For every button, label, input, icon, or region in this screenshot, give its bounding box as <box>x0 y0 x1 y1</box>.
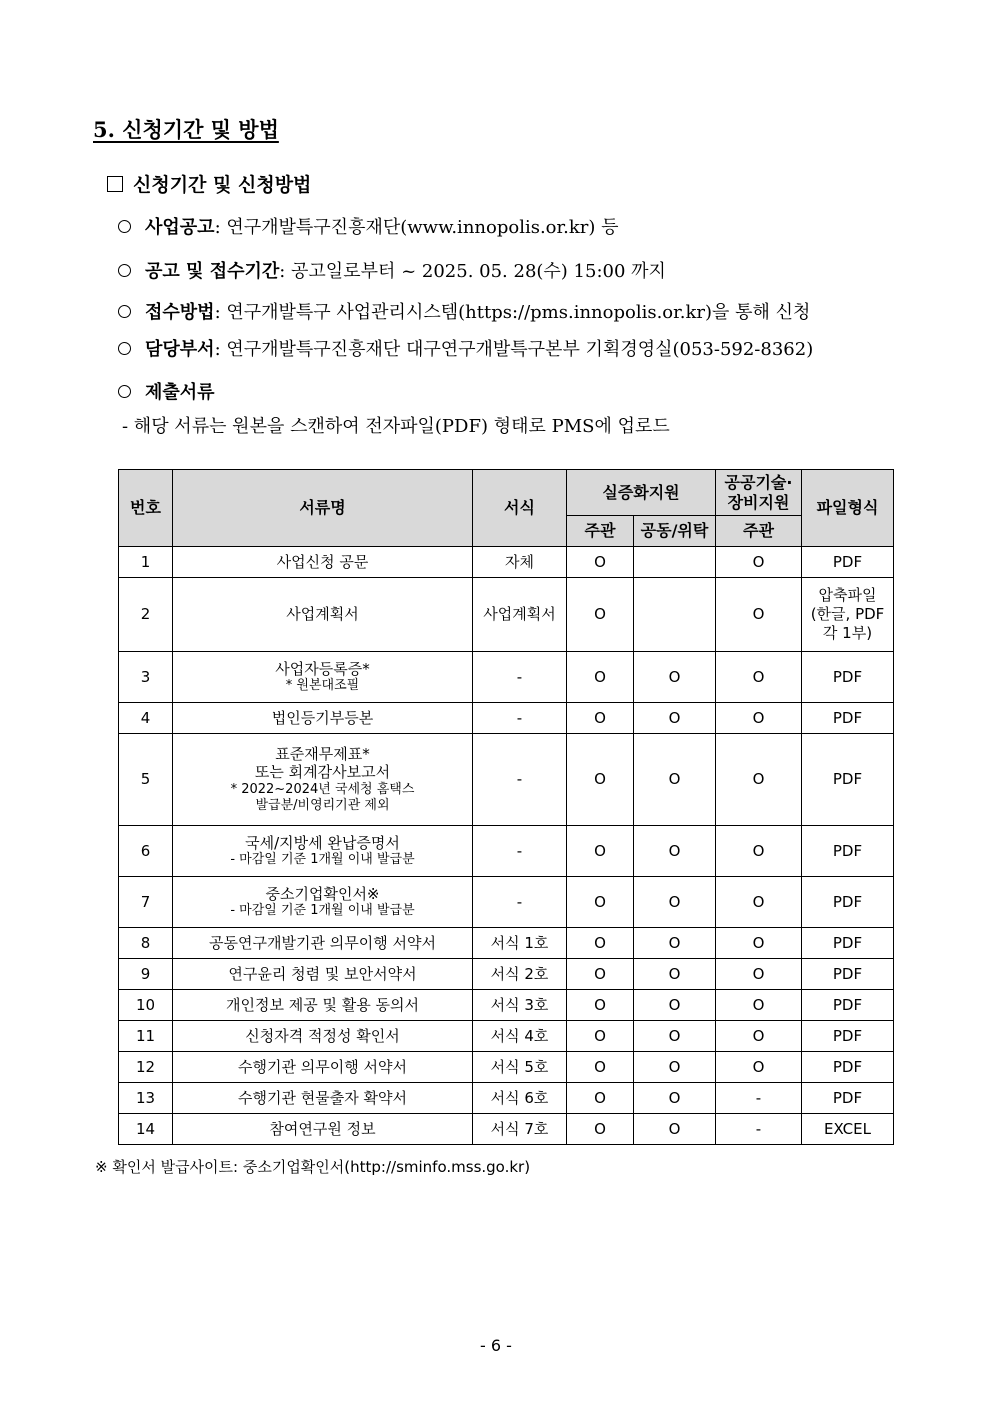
cell-equipment-lead: O <box>716 1021 802 1052</box>
cell-name <box>173 652 473 703</box>
item-announcement <box>118 213 619 239</box>
cell-no: 4 <box>119 703 173 734</box>
cell-name <box>173 877 473 928</box>
cell-name <box>173 734 473 826</box>
item-text: : 공고일로부터 ~ 2025. 05. 28(수) 15:00 까지 <box>279 261 666 282</box>
cell-filetype: PDF <box>802 826 894 877</box>
item-label: 담당부서 <box>145 339 215 360</box>
cell-equipment-lead: O <box>716 928 802 959</box>
cell-no: 10 <box>119 990 173 1021</box>
doc-name: 참여연구원 정보 <box>269 1119 376 1138</box>
footnote: ※ 확인서 발급사이트: 중소기업확인서(http://sminfo.mss.go.kr) <box>95 1158 531 1176</box>
cell-filetype: PDF <box>802 652 894 703</box>
doc-note: * 2022~2024년 국세청 홈택스 발급분/비영리기관 제외 <box>230 782 415 814</box>
cell-equipment-lead: O <box>716 547 802 578</box>
page-number: - 6 - <box>480 1336 512 1355</box>
cell-equipment-lead: O <box>716 578 802 652</box>
item-label: 사업공고 <box>145 217 215 238</box>
item-label: 제출서류 <box>145 382 215 403</box>
cell-joint: O <box>634 959 716 990</box>
cell-filetype: PDF <box>802 928 894 959</box>
item-text: : 연구개발특구진흥재단 대구연구개발특구본부 기획경영실(053-592-8362) <box>214 339 814 360</box>
table-row <box>119 578 894 652</box>
cell-no: 1 <box>119 547 173 578</box>
item-department <box>118 335 813 361</box>
cell-name <box>173 1052 473 1083</box>
cell-joint: O <box>634 877 716 928</box>
cell-lead: O <box>567 578 634 652</box>
cell-form: 서식 6호 <box>473 1083 567 1114</box>
cell-no: 7 <box>119 877 173 928</box>
doc-name: 법인등기부등본 <box>271 708 374 727</box>
cell-no: 11 <box>119 1021 173 1052</box>
cell-joint <box>634 578 716 652</box>
cell-form: 서식 7호 <box>473 1114 567 1145</box>
cell-equipment-lead: O <box>716 652 802 703</box>
cell-form: 서식 5호 <box>473 1052 567 1083</box>
table-row <box>119 1021 894 1052</box>
cell-joint: O <box>634 990 716 1021</box>
cell-lead: O <box>567 928 634 959</box>
cell-filetype: PDF <box>802 734 894 826</box>
header-name: 서류명 <box>173 470 473 547</box>
cell-lead: O <box>567 703 634 734</box>
cell-lead: O <box>567 1114 634 1145</box>
cell-joint: O <box>634 652 716 703</box>
cell-filetype: PDF <box>802 1052 894 1083</box>
cell-name <box>173 578 473 652</box>
cell-name <box>173 826 473 877</box>
cell-equipment-lead: O <box>716 826 802 877</box>
cell-lead: O <box>567 1083 634 1114</box>
item-method <box>118 298 810 324</box>
doc-name: 사업신청 공문 <box>276 552 369 571</box>
cell-joint <box>634 547 716 578</box>
cell-form: 서식 3호 <box>473 990 567 1021</box>
circle-bullet-icon <box>118 264 131 277</box>
cell-lead: O <box>567 652 634 703</box>
doc-name: 개인정보 제공 및 활용 동의서 <box>226 995 419 1014</box>
header-no: 번호 <box>119 470 173 547</box>
square-bullet-icon <box>107 176 123 192</box>
item-label: 접수방법 <box>145 302 215 323</box>
cell-no: 3 <box>119 652 173 703</box>
cell-no: 2 <box>119 578 173 652</box>
doc-name: 연구윤리 청렴 및 보안서약서 <box>228 964 417 983</box>
cell-filetype: 압축파일 (한글, PDF 각 1부) <box>802 578 894 652</box>
cell-equipment-lead: O <box>716 877 802 928</box>
item-documents <box>118 378 215 404</box>
item-text: : 연구개발특구진흥재단(www.innopolis.or.kr) 등 <box>214 217 619 238</box>
cell-no: 5 <box>119 734 173 826</box>
cell-name <box>173 703 473 734</box>
cell-equipment-lead: O <box>716 1052 802 1083</box>
doc-note: - 마감일 기준 1개월 이내 발급분 <box>230 852 415 868</box>
doc-name: 수행기관 현물출자 확약서 <box>238 1088 407 1107</box>
cell-joint: O <box>634 1114 716 1145</box>
cell-filetype: PDF <box>802 877 894 928</box>
cell-no: 8 <box>119 928 173 959</box>
cell-joint: O <box>634 1052 716 1083</box>
cell-equipment-lead: - <box>716 1114 802 1145</box>
cell-joint: O <box>634 1083 716 1114</box>
cell-form: 서식 1호 <box>473 928 567 959</box>
doc-note: - 마감일 기준 1개월 이내 발급분 <box>230 903 415 919</box>
cell-form: - <box>473 703 567 734</box>
circle-bullet-icon <box>118 385 131 398</box>
header-lead-2: 주관 <box>716 516 802 547</box>
doc-name: 중소기업확인서※ <box>265 884 380 903</box>
cell-lead: O <box>567 959 634 990</box>
cell-filetype: EXCEL <box>802 1114 894 1145</box>
cell-lead: O <box>567 547 634 578</box>
cell-form: 서식 4호 <box>473 1021 567 1052</box>
cell-lead: O <box>567 734 634 826</box>
header-group-demo: 실증화지원 <box>567 470 716 516</box>
circle-bullet-icon <box>118 220 131 233</box>
table-row <box>119 1114 894 1145</box>
cell-form: - <box>473 734 567 826</box>
doc-name: 사업계획서 <box>286 605 359 624</box>
cell-joint: O <box>634 928 716 959</box>
table-row <box>119 826 894 877</box>
cell-no: 14 <box>119 1114 173 1145</box>
cell-name <box>173 959 473 990</box>
cell-equipment-lead: O <box>716 734 802 826</box>
upload-note: - 해당 서류는 원본을 스캔하여 전자파일(PDF) 형태로 PMS에 업로드 <box>122 416 670 437</box>
cell-form: - <box>473 826 567 877</box>
cell-form: 서식 2호 <box>473 959 567 990</box>
table-row <box>119 547 894 578</box>
cell-filetype: PDF <box>802 547 894 578</box>
cell-name <box>173 1114 473 1145</box>
cell-name <box>173 928 473 959</box>
table-row <box>119 703 894 734</box>
table-row <box>119 928 894 959</box>
table-row <box>119 877 894 928</box>
cell-equipment-lead: O <box>716 990 802 1021</box>
subheading <box>107 170 311 197</box>
cell-joint: O <box>634 826 716 877</box>
table-row <box>119 959 894 990</box>
cell-lead: O <box>567 1052 634 1083</box>
table-row <box>119 734 894 826</box>
header-filetype: 파일형식 <box>802 470 894 547</box>
cell-no: 13 <box>119 1083 173 1114</box>
cell-filetype: PDF <box>802 1021 894 1052</box>
table-row <box>119 652 894 703</box>
cell-form: 사업계획서 <box>473 578 567 652</box>
header-lead: 주관 <box>567 516 634 547</box>
cell-filetype: PDF <box>802 959 894 990</box>
documents-table <box>118 469 894 1145</box>
doc-note: * 원본대조필 <box>285 678 360 694</box>
cell-lead: O <box>567 826 634 877</box>
cell-equipment-lead: - <box>716 1083 802 1114</box>
item-period <box>118 257 666 283</box>
cell-joint: O <box>634 734 716 826</box>
table-row <box>119 1052 894 1083</box>
cell-form: - <box>473 652 567 703</box>
header-group-equipment: 공공기술· 장비지원 <box>716 470 802 516</box>
header-form: 서식 <box>473 470 567 547</box>
cell-filetype: PDF <box>802 703 894 734</box>
cell-joint: O <box>634 703 716 734</box>
item-label: 공고 및 접수기간 <box>145 261 280 282</box>
cell-no: 12 <box>119 1052 173 1083</box>
doc-name: 수행기관 의무이행 서약서 <box>238 1057 407 1076</box>
doc-name: 공동연구개발기관 의무이행 서약서 <box>209 933 436 952</box>
cell-name <box>173 990 473 1021</box>
header-joint: 공동/위탁 <box>634 516 716 547</box>
cell-lead: O <box>567 1021 634 1052</box>
cell-name <box>173 547 473 578</box>
circle-bullet-icon <box>118 305 131 318</box>
table-row <box>119 1083 894 1114</box>
section-title: 5. 신청기간 및 방법 <box>93 117 279 142</box>
cell-lead: O <box>567 877 634 928</box>
item-text: : 연구개발특구 사업관리시스템(https://pms.innopolis.or.kr)을 통해 신청 <box>214 302 811 323</box>
cell-lead: O <box>567 990 634 1021</box>
cell-name <box>173 1021 473 1052</box>
cell-filetype: PDF <box>802 990 894 1021</box>
cell-filetype: PDF <box>802 1083 894 1114</box>
doc-name: 사업자등록증* <box>275 659 370 678</box>
subheading-text: 신청기간 및 신청방법 <box>133 174 312 196</box>
doc-name: 신청자격 적정성 확인서 <box>245 1026 400 1045</box>
cell-name <box>173 1083 473 1114</box>
circle-bullet-icon <box>118 342 131 355</box>
cell-form: 자체 <box>473 547 567 578</box>
cell-no: 6 <box>119 826 173 877</box>
doc-name: 표준재무제표* 또는 회계감사보고서 <box>254 744 391 782</box>
doc-name: 국세/지방세 완납증명서 <box>245 833 400 852</box>
cell-no: 9 <box>119 959 173 990</box>
cell-form: - <box>473 877 567 928</box>
table-row <box>119 990 894 1021</box>
cell-joint: O <box>634 1021 716 1052</box>
cell-equipment-lead: O <box>716 959 802 990</box>
cell-equipment-lead: O <box>716 703 802 734</box>
